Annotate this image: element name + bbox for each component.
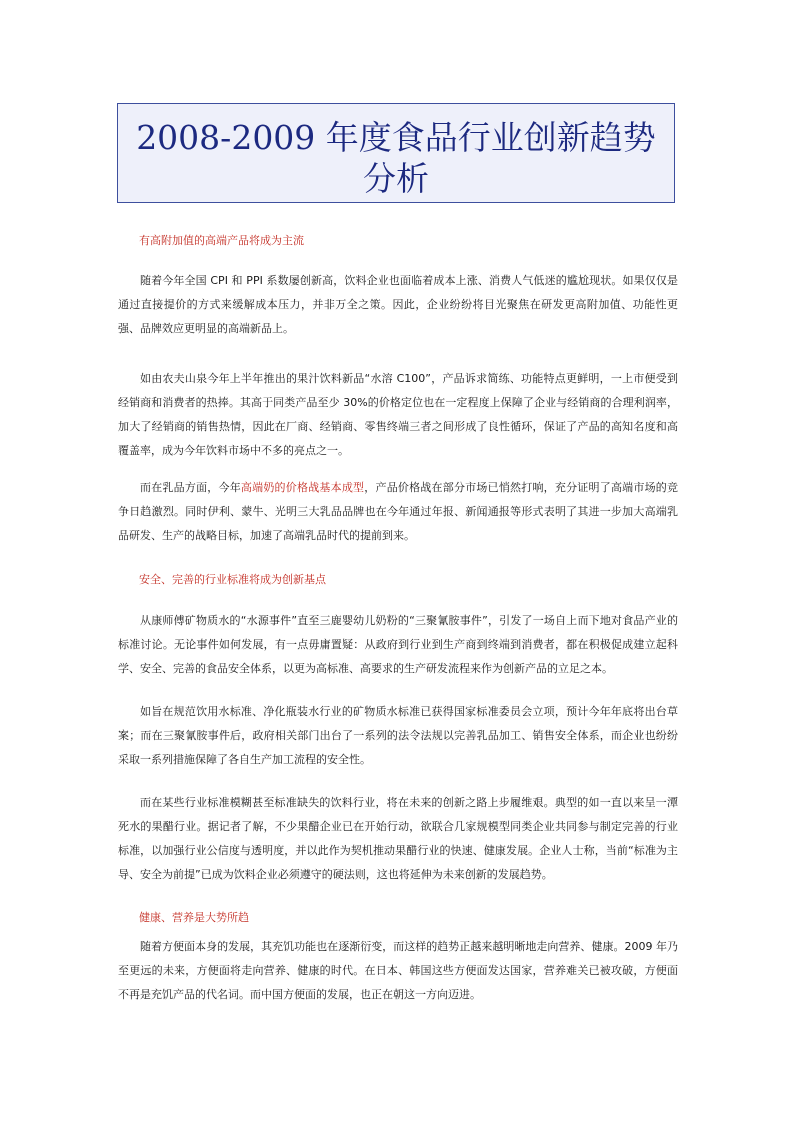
document-title-line-1: 2008-2009 年度食品行业创新趋势 <box>136 118 656 157</box>
highlight-price-war: 高端奶的价格战基本成型 <box>240 481 365 494</box>
paragraph-fruit-vinegar-industry: 而在某些行业标准模糊甚至标准缺失的饮料行业，将在未来的创新之路上步履维艰。典型的如一直以来呈一潭死水的果醋行业。据记者了解，不少果醋企业已在开始行动，欲联合几家规模型同类企业共同参与制定完善的行业标准，以加强行业公信度与透明度，并以此作为契机推动果醋行业的快速、健康发展。企业人士称，当前“标准为主导、安全为前提”已成为饮料企业必须遵守的硬法则，这也将延伸为未来创新的发展趋势。 <box>118 796 678 881</box>
document-title-box <box>117 103 675 203</box>
paragraph-food-safety-events: 从康师傅矿物质水的“水源事件”直至三鹿婴幼儿奶粉的“三聚氰胺事件”，引发了一场自上而下地对食品产业的标准讨论。无论事件如何发展，有一点毋庸置疑：从政府到行业到生产商到终端到消费者，都在积极促成建立起科学、安全、完善的食品安全体系，以更为高标准、高要求的生产研发流程来作为创新产品的立足之本。 <box>118 614 678 675</box>
section-heading-health-nutrition: 健康、营养是大势所趋 <box>139 911 249 924</box>
paragraph-dairy-text-start: 而在乳品方面，今年 <box>140 481 241 494</box>
paragraph-dairy-market <box>118 476 678 548</box>
section-heading-industry-standards: 安全、完善的行业标准将成为创新基点 <box>139 573 326 586</box>
section-heading-premium-products: 有高附加值的高端产品将成为主流 <box>139 234 304 247</box>
paragraph-standard-regulations: 如旨在规范饮用水标准、净化瓶装水行业的矿物质水标准已获得国家标准委员会立项，预计今年年底将出台草案；而在三聚氰胺事件后，政府相关部门出台了一系列的法令法规以完善乳品加工、销售安全体系，而企业也纷纷采取一系列措施保障了各自生产加工流程的安全性。 <box>118 705 678 766</box>
paragraph-nongfu-example: 如由农夫山泉今年上半年推出的果汁饮料新品“水溶 C100”，产品诉求简练、功能特点更鲜明，一上市便受到经销商和消费者的热捧。其高于同类产品至少 30%的价格定位也在一定程度上保障了企业与经销商的合理利润率，加大了经销商的销售热情，因此在厂商、经销商、零售终端三者之间形成了良性循环，保证了产品的高知名度和高覆盖率，成为今年饮料市场中不多的亮点之一。 <box>118 372 678 457</box>
document-title-line-2: 分析 <box>363 159 429 198</box>
paragraph-cost-pressure: 随着今年全国 CPI 和 PPI 系数屡创新高，饮料企业也面临着成本上涨、消费人气低迷的尴尬现状。如果仅仅是通过直接提价的方式来缓解成本压力，并非万全之策。因此，企业纷纷将目光聚焦在研发更高附加值、功能性更强、品牌效应更明显的高端新品上。 <box>118 274 678 335</box>
paragraph-dairy-text-end: ，产品价格战在部分市场已悄然打响，充分证明了高端市场的竞争日趋激烈。同时伊利、蒙牛、光明三大乳品品牌也在今年通过年报、新闻通报等形式表明了其进一步加大高端乳品研发、生产的战略目标，加速了高端乳品时代的提前到来。 <box>118 481 679 542</box>
paragraph-instant-noodles: 随着方便面本身的发展，其充饥功能也在逐渐衍变，而这样的趋势正越来越明晰地走向营养、健康。2009 年乃至更远的未来，方便面将走向营养、健康的时代。在日本、韩国这些方便面发达国家，营养难关已被攻破，方便面不再是充饥产品的代名词。而中国方便面的发展，也正在朝这一方向迈进。 <box>118 940 678 1001</box>
